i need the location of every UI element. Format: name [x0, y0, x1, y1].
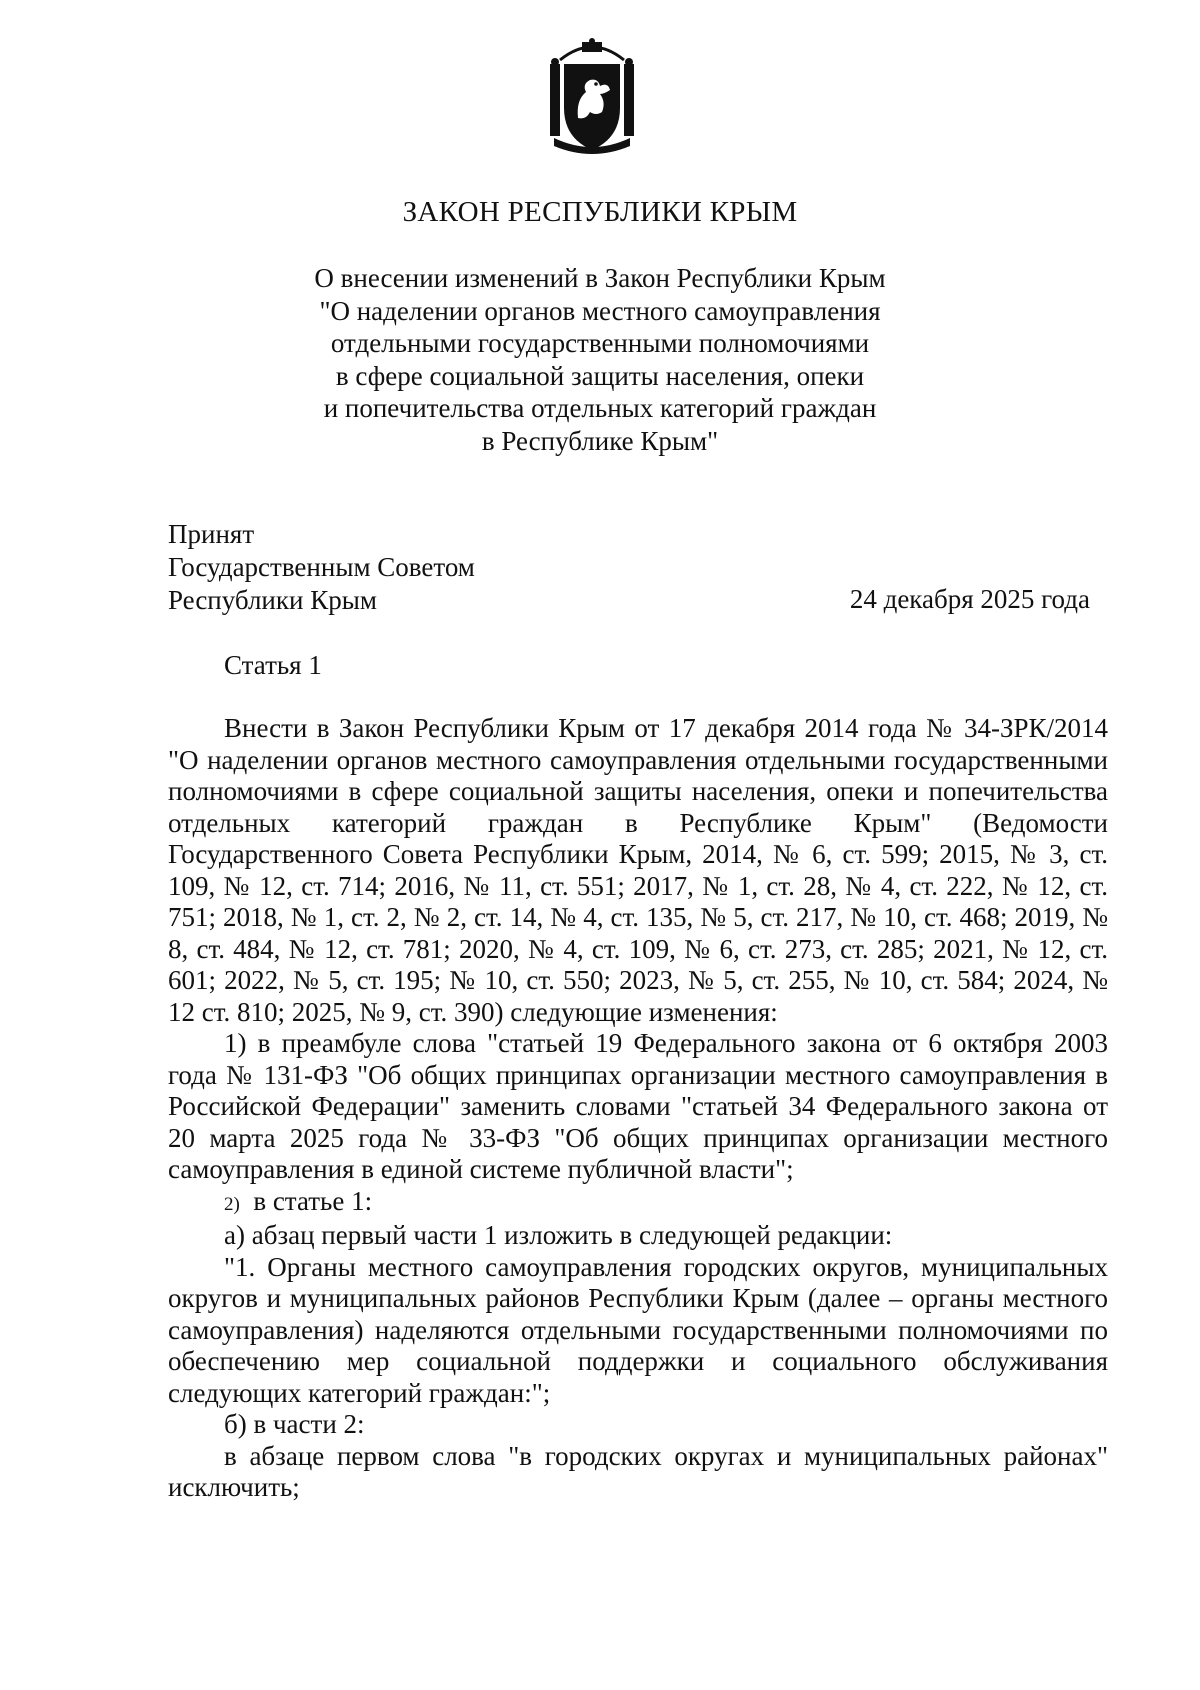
- paragraph: б) в части 2:: [224, 1409, 365, 1439]
- document-title: ЗАКОН РЕСПУБЛИКИ КРЫМ: [402, 196, 798, 228]
- paragraph-item-2: [168, 1186, 1108, 1221]
- subtitle-line: в Республике Крым": [481, 425, 719, 456]
- adoption-line: Республики Крым: [168, 585, 377, 615]
- crimea-coat-of-arms-icon: [546, 38, 638, 156]
- subtitle-line: О внесении изменений в Закон Республики Крым: [314, 263, 886, 293]
- adoption-block: [168, 518, 475, 617]
- article-body: [168, 713, 1108, 1504]
- paragraph: 1) в преамбуле слова "статьей 19 Федерального закона от 6 октября 2003 года № 131-ФЗ "Об общих принципах организации местного самоуправления в Российской Федерации" заменить словами "статьей 34 Федерального закона от 20 марта 2025 года № 33-ФЗ "Об общих принципах организации местного самоуправления в единой системе публичной власти";: [168, 1028, 1108, 1184]
- subtitle-line: отдельными государственными полномочиями: [330, 328, 870, 358]
- article-heading: Статья 1: [224, 650, 322, 680]
- adoption-line: Принят: [168, 519, 255, 549]
- paragraph: Внести в Закон Республики Крым от 17 декабря 2014 года № 34-ЗРК/2014 "О наделении органов местного самоуправления отдельными государственными полномочиями в сфере социальной защиты населения, опеки и попечительства отдельных категорий граждан в Республике Крым" (Ведомости Государственного Совета Республики Крым, 2014, № 6, ст. 599; 2015, № 3, ст. 109, № 12, ст. 714; 2016, № 11, ст. 551; 2017, № 1, ст. 28, № 4, ст. 222, № 12, ст. 751; 2018, № 1, ст. 2, № 2, ст. 14, № 4, ст. 135, № 5, ст. 217, № 10, ст. 468; 2019, № 8, ст. 484, № 12, ст. 781; 2020, № 4, ст. 109, № 6, ст. 273, ст. 285; 2021, № 12, ст. 601; 2022, № 5, ст. 195; № 10, ст. 550; 2023, № 5, ст. 255, № 10, ст. 584; 2024, № 12 ст. 810; 2025, № 9, ст. 390) следующие изменения:: [168, 713, 1108, 1027]
- adoption-line: Государственным Советом: [168, 552, 475, 582]
- adoption-date: 24 декабря 2025 года: [849, 584, 1090, 614]
- document-subtitle: [300, 262, 900, 457]
- subtitle-line: в сфере социальной защиты населения, опеки: [335, 360, 865, 391]
- item-number: 2): [224, 1193, 240, 1215]
- subtitle-line: "О наделении органов местного самоуправления: [319, 295, 881, 326]
- subtitle-line: и попечительства отдельных категорий граждан: [323, 393, 877, 423]
- paragraph: а) абзац первый части 1 изложить в следующей редакции:: [224, 1220, 893, 1250]
- item-text: в статье 1:: [253, 1185, 373, 1216]
- paragraph: в абзаце первом слова "в городских округах и муниципальных районах" исключить;: [168, 1440, 1108, 1502]
- paragraph: "1. Органы местного самоуправления городских округов, муниципальных округов и муниципальных районов Республики Крым (далее – органы местного самоуправления) наделяются отдельными государственными полномочиями по обеспечению мер социальной поддержки и социального обслуживания следующих категорий граждан:";: [168, 1251, 1108, 1408]
